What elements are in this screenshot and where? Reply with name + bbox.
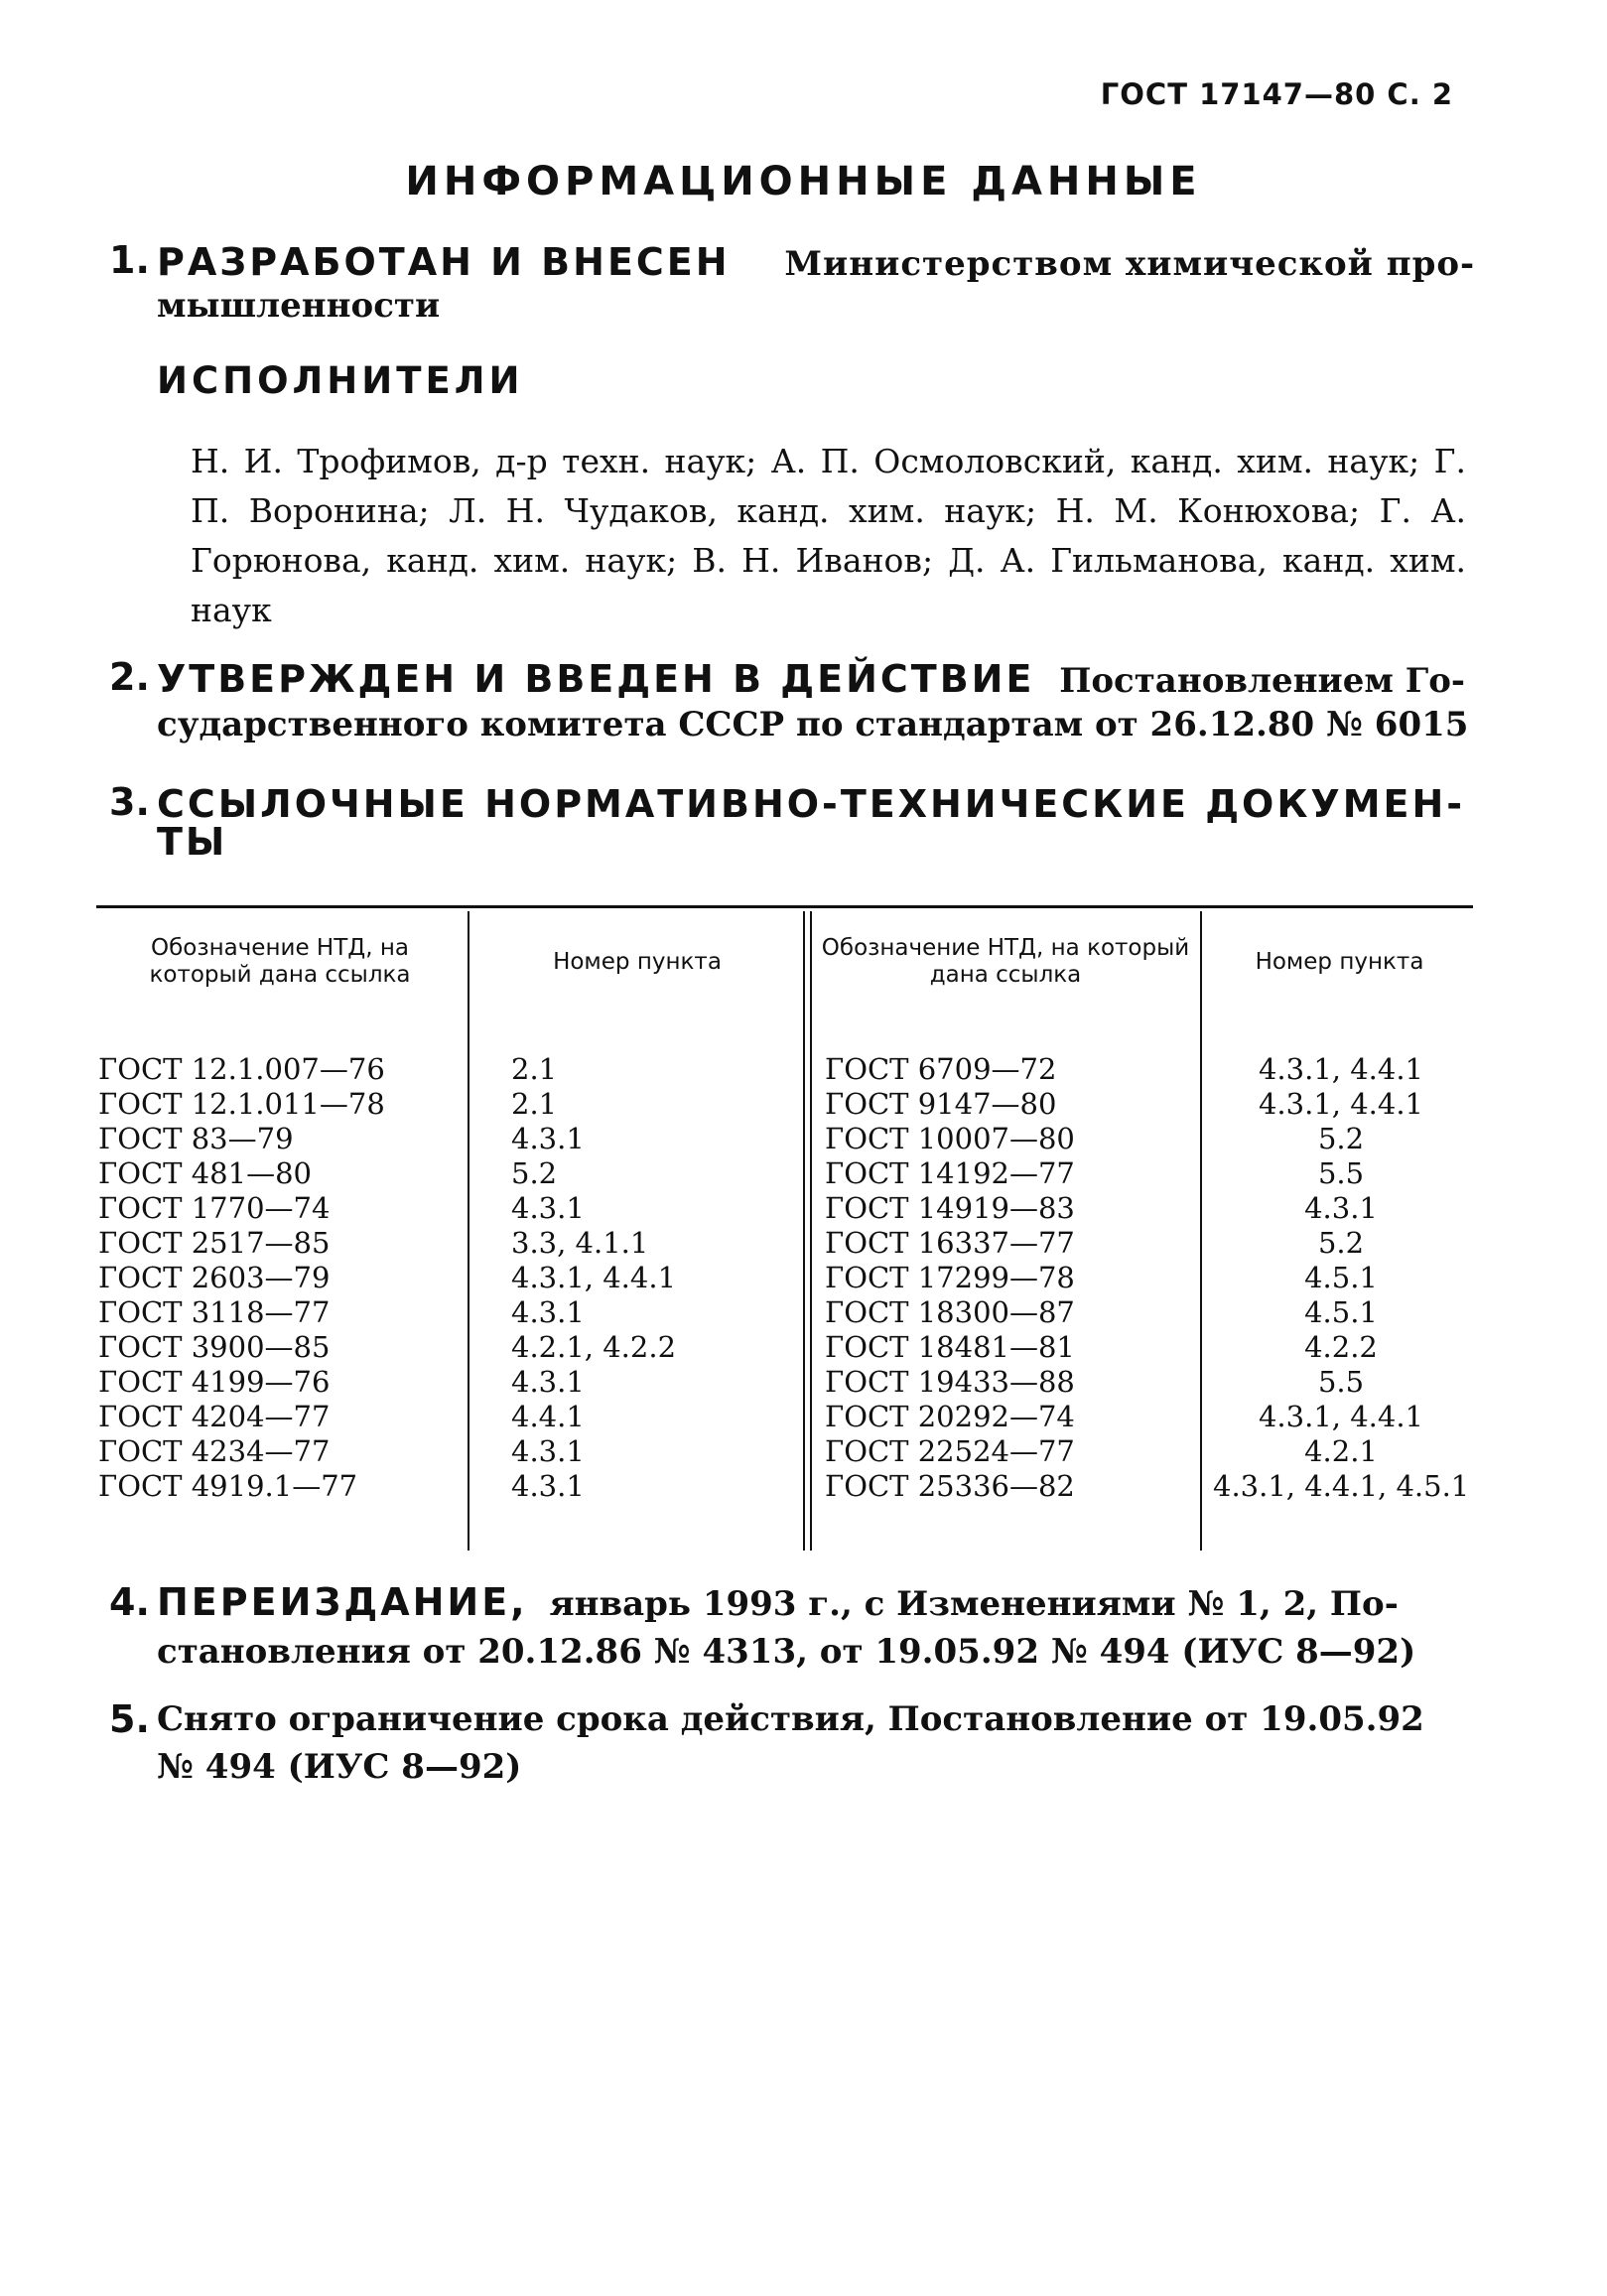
table-cell-point: 3.3, 4.1.1 [511, 1226, 649, 1260]
section-3 [109, 780, 1479, 866]
table-cell-point: 2.1 [511, 1052, 558, 1086]
table-cell-point: 4.3.1, 4.4.1 [1258, 1087, 1423, 1121]
table-cell-doc: ГОСТ 1770—74 [98, 1191, 331, 1225]
section-4 [109, 1578, 1479, 1676]
table-cell-point: 5.2 [511, 1156, 558, 1190]
table-cell-point: 4.3.1 [511, 1122, 585, 1155]
table-cell-doc: ГОСТ 18481—81 [825, 1330, 1075, 1364]
table-cell-point: 4.3.1 [511, 1434, 585, 1468]
section-5-text-line2: № 494 (ИУС 8—92) [157, 1747, 522, 1787]
table-cell-point: 4.4.1 [511, 1400, 585, 1433]
section-5-text-line1: Снято ограничение срока действия, Постановление от 19.05.92 [157, 1699, 1424, 1739]
table-cell-point: 4.2.1, 4.2.2 [511, 1330, 677, 1364]
table-cell-point: 4.5.1 [1304, 1261, 1378, 1294]
table-cell-doc: ГОСТ 22524—77 [825, 1434, 1075, 1468]
table-cell-point: 4.3.1 [511, 1295, 585, 1329]
section-3-number: 3. [109, 780, 150, 824]
section-4-text-line1: январь 1993 г., с Изменениями № 1, 2, По- [549, 1584, 1399, 1624]
table-cell-doc: ГОСТ 6709—72 [825, 1052, 1057, 1086]
section-3-heading-line1: ССЫЛОЧНЫЕ НОРМАТИВНО-ТЕХНИЧЕСКИЕ ДОКУМЕН- [157, 782, 1466, 826]
table-cell-point: 4.3.1 [1304, 1191, 1378, 1225]
table-cell-doc: ГОСТ 4234—77 [98, 1434, 331, 1468]
table-cell-doc: ГОСТ 10007—80 [825, 1122, 1075, 1155]
table-cell-point: 4.3.1 [511, 1191, 585, 1225]
table-header-left-doc: Обозначение НТД, на который дана ссылка [149, 935, 411, 988]
table-cell-doc: ГОСТ 3900—85 [98, 1330, 331, 1364]
section-1 [109, 238, 1479, 330]
section-2-heading: УТВЕРЖДЕН И ВВЕДЕН В ДЕЙСТВИЕ [157, 657, 1035, 701]
table-column-left-points [511, 1052, 676, 1504]
table-column-right-points [1213, 1052, 1469, 1504]
page-title: ИНФОРМАЦИОННЫЕ ДАННЫЕ [405, 159, 1202, 204]
table-cell-point: 4.3.1, 4.4.1 [511, 1261, 677, 1294]
table-cell-point: 4.5.1 [1304, 1295, 1378, 1329]
section-1-heading: РАЗРАБОТАН И ВНЕСЕН [157, 240, 731, 284]
table-cell-doc: ГОСТ 20292—74 [825, 1400, 1075, 1433]
table-cell-doc: ГОСТ 12.1.011—78 [98, 1087, 385, 1121]
section-1-text-line1: Министерством химической про- [784, 244, 1476, 284]
table-cell-doc: ГОСТ 83—79 [98, 1122, 294, 1155]
section-5 [109, 1695, 1479, 1791]
table-column-right-docs [825, 1052, 1075, 1504]
table-cell-point: 4.3.1 [511, 1469, 585, 1503]
table-cell-doc: ГОСТ 19433—88 [825, 1365, 1075, 1399]
executors-heading: ИСПОЛНИТЕЛИ [157, 359, 524, 402]
table-cell-doc: ГОСТ 16337—77 [825, 1226, 1075, 1260]
section-4-heading: ПЕРЕИЗДАНИЕ, [157, 1580, 528, 1624]
table-cell-point: 5.5 [1317, 1156, 1365, 1190]
table-cell-doc: ГОСТ 4204—77 [98, 1400, 331, 1433]
table-header-right-doc: Обозначение НТД, на который дана ссылка [821, 935, 1190, 988]
table-cell-doc: ГОСТ 2517—85 [98, 1226, 331, 1260]
table-cell-point: 4.3.1 [511, 1365, 585, 1399]
executors-text: Н. И. Трофимов, д-р техн. наук; А. П. Осмоловский, канд. хим. наук; Г. П. Воронина; Л. Н. Чудаков, канд. хим. наук; Н. М. Конюхова; Г. А. Горюнова, канд. хим. наук; В. Н. Иванов; Д. А. Гильманова, канд. хим. наук [191, 442, 1466, 629]
table-cell-doc: ГОСТ 12.1.007—76 [98, 1052, 385, 1086]
section-2 [109, 655, 1479, 748]
table-divider [810, 911, 812, 1551]
table-cell-doc: ГОСТ 481—80 [98, 1156, 312, 1190]
table-cell-point: 2.1 [511, 1087, 558, 1121]
table-cell-doc: ГОСТ 25336—82 [825, 1469, 1075, 1503]
table-divider [803, 911, 805, 1551]
table-cell-doc: ГОСТ 14919—83 [825, 1191, 1075, 1225]
table-top-rule [96, 905, 1473, 908]
table-cell-point: 4.3.1, 4.4.1, 4.5.1 [1213, 1469, 1470, 1503]
table-cell-point: 4.3.1, 4.4.1 [1258, 1400, 1423, 1433]
table-header-right-point: Номер пункта [1255, 949, 1424, 975]
section-2-number: 2. [109, 655, 150, 699]
table-divider [468, 911, 469, 1551]
table-cell-point: 5.2 [1317, 1122, 1365, 1155]
table-cell-point: 4.3.1, 4.4.1 [1258, 1052, 1423, 1086]
reference-table [96, 905, 1473, 1555]
table-cell-doc: ГОСТ 14192—77 [825, 1156, 1075, 1190]
table-cell-doc: ГОСТ 2603—79 [98, 1261, 331, 1294]
table-cell-point: 5.2 [1317, 1226, 1365, 1260]
section-5-number: 5. [109, 1697, 150, 1741]
section-2-text-line2: сударственного комитета СССР по стандартам от 26.12.80 № 6015 [157, 705, 1469, 744]
table-header-left-point: Номер пункта [553, 949, 722, 975]
table-cell-doc: ГОСТ 4199—76 [98, 1365, 331, 1399]
section-3-heading-line2: ТЫ [157, 820, 228, 864]
table-cell-doc: ГОСТ 4919.1—77 [98, 1469, 358, 1503]
section-1-number: 1. [109, 238, 150, 282]
section-4-text-line2: становления от 20.12.86 № 4313, от 19.05.92 № 494 (ИУС 8—92) [157, 1632, 1416, 1672]
table-divider [1200, 911, 1202, 1551]
table-cell-point: 5.5 [1317, 1365, 1365, 1399]
document-reference: ГОСТ 17147—80 С. 2 [1100, 77, 1453, 111]
section-4-number: 4. [109, 1580, 150, 1624]
table-column-left-docs [98, 1052, 385, 1504]
table-cell-doc: ГОСТ 3118—77 [98, 1295, 331, 1329]
table-cell-point: 4.2.2 [1304, 1330, 1378, 1364]
table-cell-doc: ГОСТ 9147—80 [825, 1087, 1057, 1121]
table-cell-doc: ГОСТ 18300—87 [825, 1295, 1075, 1329]
table-cell-point: 4.2.1 [1304, 1434, 1378, 1468]
section-1-text-line2: мышленности [157, 286, 441, 326]
section-2-text-line1: Постановлением Го- [1059, 661, 1465, 701]
table-cell-doc: ГОСТ 17299—78 [825, 1261, 1075, 1294]
